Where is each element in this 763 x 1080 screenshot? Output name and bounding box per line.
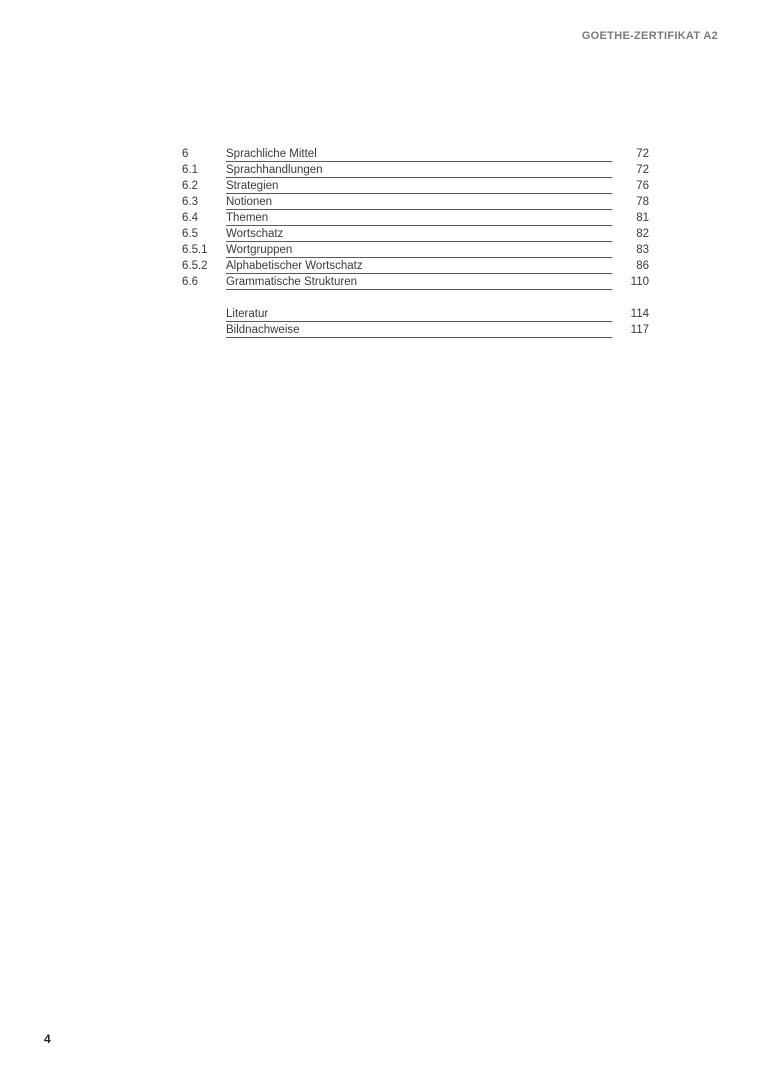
toc-entry[interactable] <box>182 162 649 178</box>
toc-entry[interactable] <box>182 178 649 194</box>
page-number: 4 <box>44 1032 51 1046</box>
toc-entry-number: 6 <box>182 148 189 160</box>
toc-entry-number: 6.5.2 <box>182 260 208 272</box>
toc-entry-number: 6.1 <box>182 164 198 176</box>
toc-entry-title: Sprachliche Mittel <box>226 146 612 162</box>
toc-spacer <box>182 290 649 306</box>
toc-entry-title: Grammatische Strukturen <box>226 274 612 290</box>
toc-entry-title: Alphabetischer Wortschatz <box>226 258 612 274</box>
toc-entry[interactable] <box>182 274 649 290</box>
toc-entry-page: 86 <box>636 260 649 272</box>
toc-entry-title: Bildnachweise <box>226 322 612 338</box>
toc-entry-title: Themen <box>226 210 612 226</box>
toc-entry-title: Wortschatz <box>226 226 612 242</box>
toc-entry[interactable] <box>182 146 649 162</box>
toc-entry-title: Wortgruppen <box>226 242 612 258</box>
toc-entry-title: Literatur <box>226 306 612 322</box>
toc-entry-title: Sprachhandlungen <box>226 162 612 178</box>
toc-entry-page: 110 <box>630 276 649 288</box>
toc-entry[interactable] <box>182 210 649 226</box>
toc-entry-page: 82 <box>636 228 649 240</box>
toc-entry-number: 6.5 <box>182 228 198 240</box>
toc-entry-page: 72 <box>636 148 649 160</box>
toc-entry[interactable] <box>182 258 649 274</box>
toc-entry-number: 6.6 <box>182 276 198 288</box>
toc-entry-number: 6.4 <box>182 212 198 224</box>
toc-entry-page: 72 <box>636 164 649 176</box>
toc-entry-title: Strategien <box>226 178 612 194</box>
toc-entry-page: 81 <box>636 212 649 224</box>
toc-appendix-entry[interactable] <box>182 306 649 322</box>
table-of-contents <box>182 146 649 338</box>
toc-entry-page: 83 <box>636 244 649 256</box>
toc-entry[interactable] <box>182 194 649 210</box>
toc-entry[interactable] <box>182 242 649 258</box>
toc-entry-title: Notionen <box>226 194 612 210</box>
toc-entry-page: 78 <box>636 196 649 208</box>
toc-entry-page: 76 <box>636 180 649 192</box>
toc-appendix-entry[interactable] <box>182 322 649 338</box>
toc-entry-page: 117 <box>630 324 649 336</box>
toc-entry[interactable] <box>182 226 649 242</box>
toc-entry-number: 6.5.1 <box>182 244 208 256</box>
toc-entry-page: 114 <box>630 308 649 320</box>
toc-entry-number: 6.3 <box>182 196 198 208</box>
toc-entry-number: 6.2 <box>182 180 198 192</box>
running-header: GOETHE-ZERTIFIKAT A2 <box>581 30 718 42</box>
